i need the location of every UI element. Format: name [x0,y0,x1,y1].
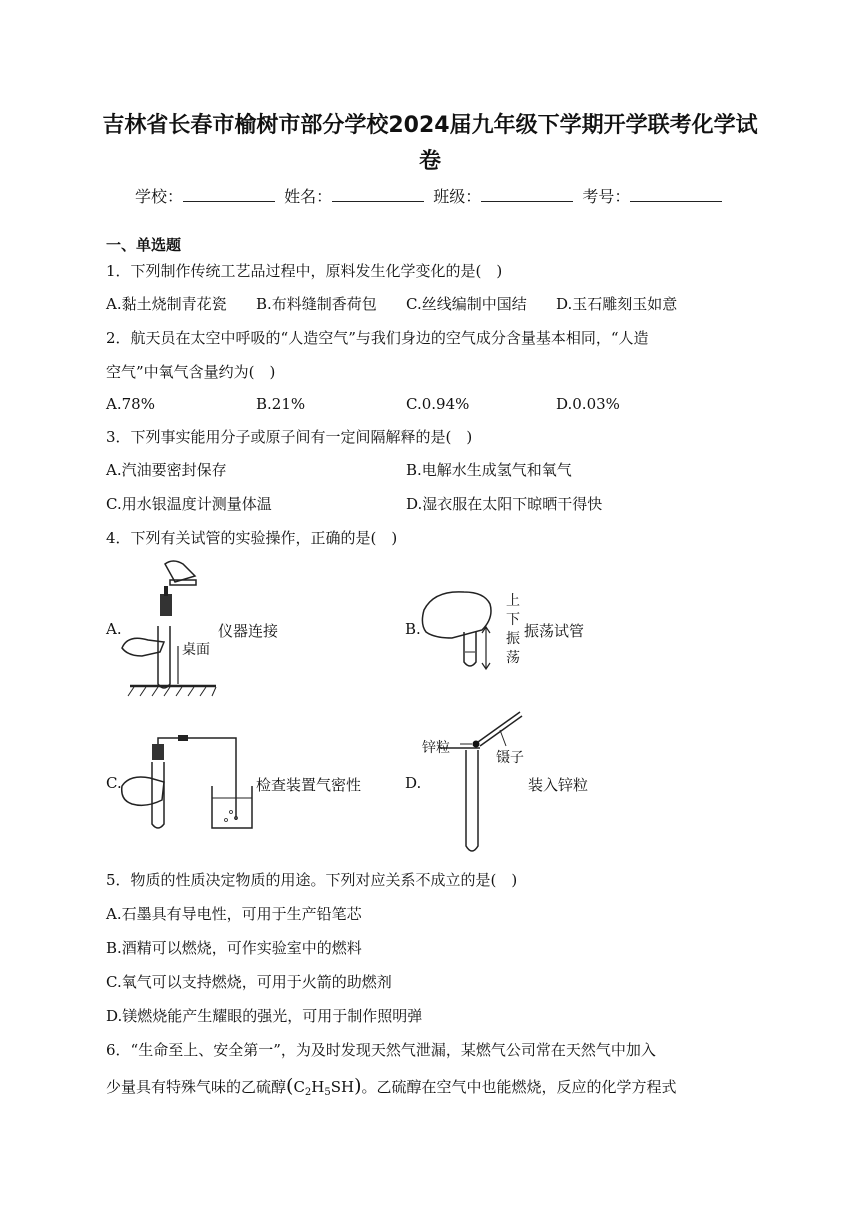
student-info-row [135,184,726,207]
q3-option-c: C.用水银温度计测量体温 [106,495,272,513]
q2-option-a: A.78% [106,395,155,413]
exam-title-line2: 卷 [418,149,441,174]
exam-number-blank [630,185,722,202]
q4-figure-d-add-zinc [420,706,540,856]
q4-option-a-caption: 仪器连接 [218,622,279,640]
q6-stem-line2 [106,1075,677,1098]
q4-option-d-caption: 装入锌粒 [528,776,589,794]
class-blank [481,185,573,202]
q4-option-a-letter: A. [106,620,122,638]
q4-b-shake-label: 上 下 振 荡 [506,593,520,666]
q2-option-c: C.0.94% [406,395,470,413]
q4-option-c-letter: C. [106,774,122,792]
q4-d-zinc-label: 锌粒 [422,740,450,756]
exam-number-label: 考号： [582,187,631,206]
q6-stem-text-post: 。乙硫醇在空气中也能燃烧，反应的化学方程式 [361,1078,677,1096]
exam-title-line1: 吉林省长春市榆树市部分学校2024届九年级下学期开学联考化学试 [102,113,758,138]
q4-figure-c-airtightness-check [120,728,260,832]
q4-option-b-caption: 振荡试管 [524,622,585,640]
ethanethiol-formula: $(C_2H_5SH)$ [286,1075,362,1098]
q3-option-d: D.湿衣服在太阳下晾晒干得快 [406,495,603,513]
q2-option-d: D.0.03% [556,395,620,413]
q5-option-a: A.石墨具有导电性，可用于生产铅笔芯 [106,905,362,923]
q1-option-d: D.玉石雕刻玉如意 [556,295,678,313]
q4-option-b-letter: B. [405,620,421,638]
q4-stem: 4．下列有关试管的实验操作，正确的是( ) [106,529,398,547]
class-label: 班级： [433,187,482,206]
q5-option-b: B.酒精可以燃烧，可作实验室中的燃料 [106,939,362,957]
q2-option-b: B.21% [256,395,306,413]
q4-d-tweezers-label: 镊子 [496,750,524,766]
name-label: 姓名： [284,187,333,206]
q1-option-a: A.黏土烧制青花瓷 [106,295,227,313]
q2-stem-line1: 2．航天员在太空中呼吸的“人造空气”与我们身边的空气成分含量基本相同，“人造 [106,329,649,347]
q4-option-c-caption: 检查装置气密性 [256,776,362,794]
q1-option-b: B.布料缝制香荷包 [256,295,377,313]
q5-stem: 5．物质的性质决定物质的用途。下列对应关系不成立的是( ) [106,871,518,889]
q6-stem-line1: 6．“生命至上、安全第一”，为及时发现天然气泄漏，某燃气公司常在天然气中加入 [106,1041,656,1059]
q4-a-table-label: 桌面 [182,642,210,658]
q6-stem-text-pre: 少量具有特殊气味的乙硫醇 [106,1078,287,1096]
q3-stem: 3．下列事实能用分子或原子间有一定间隔解释的是( ) [106,428,473,446]
q1-stem: 1．下列制作传统工艺品过程中，原料发生化学变化的是( ) [106,262,503,280]
school-blank [183,185,275,202]
q3-option-a: A.汽油要密封保存 [106,461,227,479]
q4-figure-a-connect-instruments [120,556,220,698]
q1-option-c: C.丝线编制中国结 [406,295,527,313]
q2-stem-line2: 空气”中氧气含量约为( ) [106,363,276,381]
q5-option-d: D.镁燃烧能产生耀眼的强光，可用于制作照明弹 [106,1007,423,1025]
section-title: 一、单选题 [106,236,182,254]
q4-option-d-letter: D. [405,774,422,792]
q4-figure-b-shake-tube [420,586,496,672]
q5-option-c: C.氧气可以支持燃烧，可用于火箭的助燃剂 [106,973,392,991]
q3-option-b: B.电解水生成氢气和氧气 [406,461,572,479]
name-blank [332,185,424,202]
school-label: 学校： [135,187,184,206]
